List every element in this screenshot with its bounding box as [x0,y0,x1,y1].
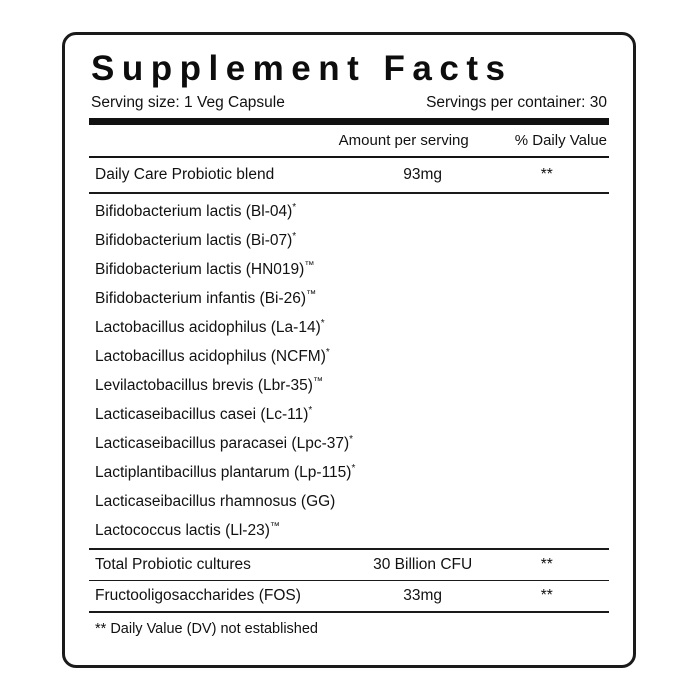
fos-daily-value: ** [540,587,553,605]
strain-mark: ™ [304,260,315,272]
strain-mark: ™ [312,376,323,388]
column-header-daily-value: % Daily Value [514,131,607,149]
list-item [89,343,609,372]
list-item [89,430,609,459]
strain-name: Bifidobacterium infantis (Bi-26) [95,290,307,308]
strain-mark: ™ [306,289,317,301]
supplement-facts-content [89,51,609,643]
servings-per-container-label: Servings per container: 30 [426,93,607,111]
strain-name: Lactobacillus acidophilus (La-14) [95,319,321,337]
blend-block [89,158,609,192]
list-item [89,517,609,546]
strain-name: Bifidobacterium lactis (Bl-04) [95,203,293,221]
column-header-name [91,132,339,149]
strain-mark: * [320,318,325,330]
strain-mark: * [351,463,356,475]
column-header-amount: Amount per serving [338,131,469,149]
serving-info-row [89,94,609,112]
strain-list [89,194,609,548]
total-probiotic-name: Total Probiotic cultures [95,555,251,573]
strain-name: Lactobacillus acidophilus (NCFM) [95,348,326,366]
strain-mark: * [292,202,297,214]
total-probiotic-daily-value: ** [540,555,553,573]
strain-name: Lacticaseibacillus rhamnosus (GG) [95,493,336,511]
strain-mark: * [325,347,330,359]
strain-mark: ™ [269,521,280,533]
list-item [89,314,609,343]
list-item [89,285,609,314]
total-probiotic-amount: 30 Billion CFU [373,555,473,573]
strain-name: Lacticaseibacillus paracasei (Lpc-37) [95,435,350,453]
strain-name: Levilactobacillus brevis (Lbr-35) [95,377,313,395]
list-item [89,227,609,256]
table-row [89,160,609,190]
list-item [89,198,609,227]
strain-name: Lactococcus lactis (Ll-23) [95,522,270,540]
fos-amount: 33mg [403,587,443,605]
blend-daily-value: ** [540,166,553,184]
supplement-facts-panel [62,32,636,668]
serving-size-label: Serving size: 1 Veg Capsule [91,93,285,111]
blend-name: Daily Care Probiotic blend [95,166,275,184]
list-item [89,401,609,430]
strain-name: Lacticaseibacillus casei (Lc-11) [95,406,309,424]
list-item [89,488,609,517]
blend-amount: 93mg [403,166,443,184]
strain-mark: * [308,405,313,417]
page-title: Supplement Facts [91,49,513,88]
strain-mark: * [292,231,297,243]
list-item [89,372,609,401]
strain-name: Lactiplantibacillus plantarum (Lp-115) [95,464,352,482]
strain-name: Bifidobacterium lactis (Bi-07) [95,232,293,250]
footnote: ** Daily Value (DV) not established [95,620,318,637]
table-row [89,550,609,580]
column-headers [89,125,609,156]
list-item [89,459,609,488]
divider-thick-top [89,118,609,125]
table-row [89,581,609,611]
strain-mark: * [349,434,354,446]
strain-name: Bifidobacterium lactis (HN019) [95,261,305,279]
fos-name: Fructooligosaccharides (FOS) [95,587,301,605]
list-item [89,256,609,285]
